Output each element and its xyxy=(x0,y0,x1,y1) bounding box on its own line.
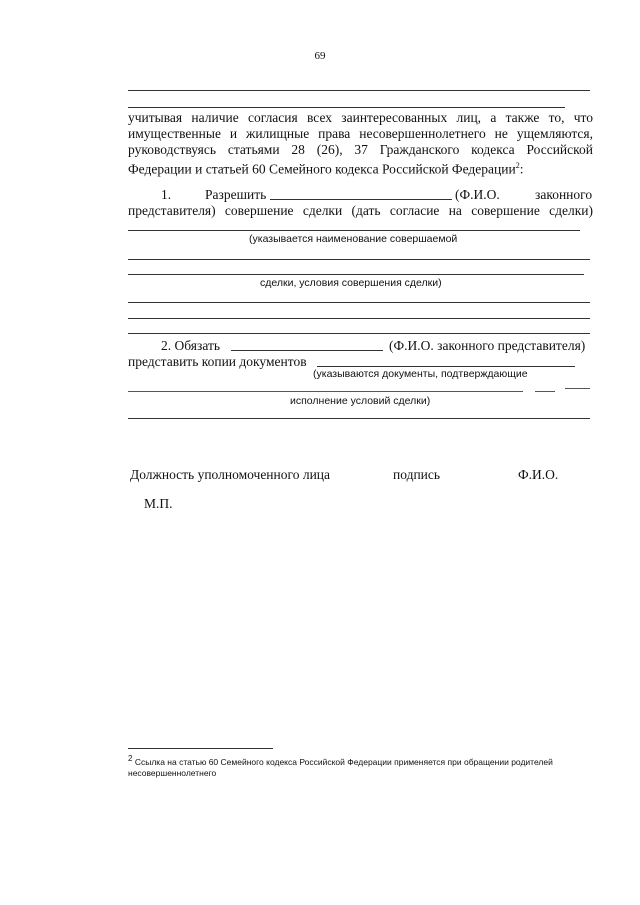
blank-line xyxy=(128,90,590,91)
footnote xyxy=(128,753,598,779)
page-number: 69 xyxy=(314,50,326,62)
blank-line xyxy=(128,302,590,303)
blank-line xyxy=(535,391,555,392)
item1-verb: Разрешить xyxy=(205,187,267,202)
blank-line xyxy=(128,107,565,108)
blank-line xyxy=(128,318,590,319)
blank-line xyxy=(565,388,590,389)
footnote-line-1 xyxy=(128,753,598,768)
stamp-label: М.П. xyxy=(144,496,173,511)
footnote-ref: 2 xyxy=(515,161,520,170)
footnote-line-2: несовершеннолетнего xyxy=(128,767,217,778)
intro-line-4 xyxy=(128,158,523,178)
item2-prefix: 2. Обязать xyxy=(161,338,221,353)
item2-line2: представить копии документов xyxy=(128,354,307,369)
footnote-text-1: Ссылка на статью 60 Семейного кодекса Российской Федерации применяется при обращении родителей xyxy=(134,756,553,767)
blank-line xyxy=(128,391,523,392)
blank-line xyxy=(128,274,584,275)
footnote-divider xyxy=(128,748,273,749)
blank-line xyxy=(128,230,580,231)
item2-fio-blank xyxy=(231,338,383,351)
blank-line xyxy=(128,418,590,419)
item2-fio-text: (Ф.И.О. законного представителя) xyxy=(389,338,586,353)
item2-caption1: (указываются документы, подтверждающие xyxy=(313,368,528,380)
item1-legal-label: законного xyxy=(535,187,593,202)
item1-caption1: (указывается наименование совершаемой xyxy=(249,233,458,245)
item2-docs-blank xyxy=(317,354,575,367)
signature-sign: подпись xyxy=(393,467,441,482)
intro-line-1: учитывая наличие согласия всех заинтересованных лиц, а также то, что xyxy=(128,110,593,125)
intro-line-3: руководствуясь статьями 28 (26), 37 Гражданского кодекса Российской xyxy=(128,142,593,157)
item1-fio-blank xyxy=(270,187,452,200)
item1-number: 1. xyxy=(161,187,172,202)
item1-caption2: сделки, условия совершения сделки) xyxy=(260,277,442,289)
item1-fio-label: (Ф.И.О. xyxy=(455,187,500,202)
signature-position: Должность уполномоченного лица xyxy=(130,467,331,482)
intro-end: : xyxy=(519,161,524,177)
intro-last-text: Федерации и статьей 60 Семейного кодекса Российской Федерации xyxy=(128,161,516,177)
footnote-mark: 2 xyxy=(128,754,133,763)
blank-line xyxy=(128,333,590,334)
signature-name: Ф.И.О. xyxy=(518,467,559,482)
intro-line-2: имущественные и жилищные права несовершеннолетнего не ущемляются, xyxy=(128,126,593,141)
blank-line xyxy=(128,259,590,260)
item2-caption2: исполнение условий сделки) xyxy=(290,395,431,407)
item1-line2: представителя) совершение сделки (дать согласие на совершение сделки) xyxy=(128,203,593,218)
